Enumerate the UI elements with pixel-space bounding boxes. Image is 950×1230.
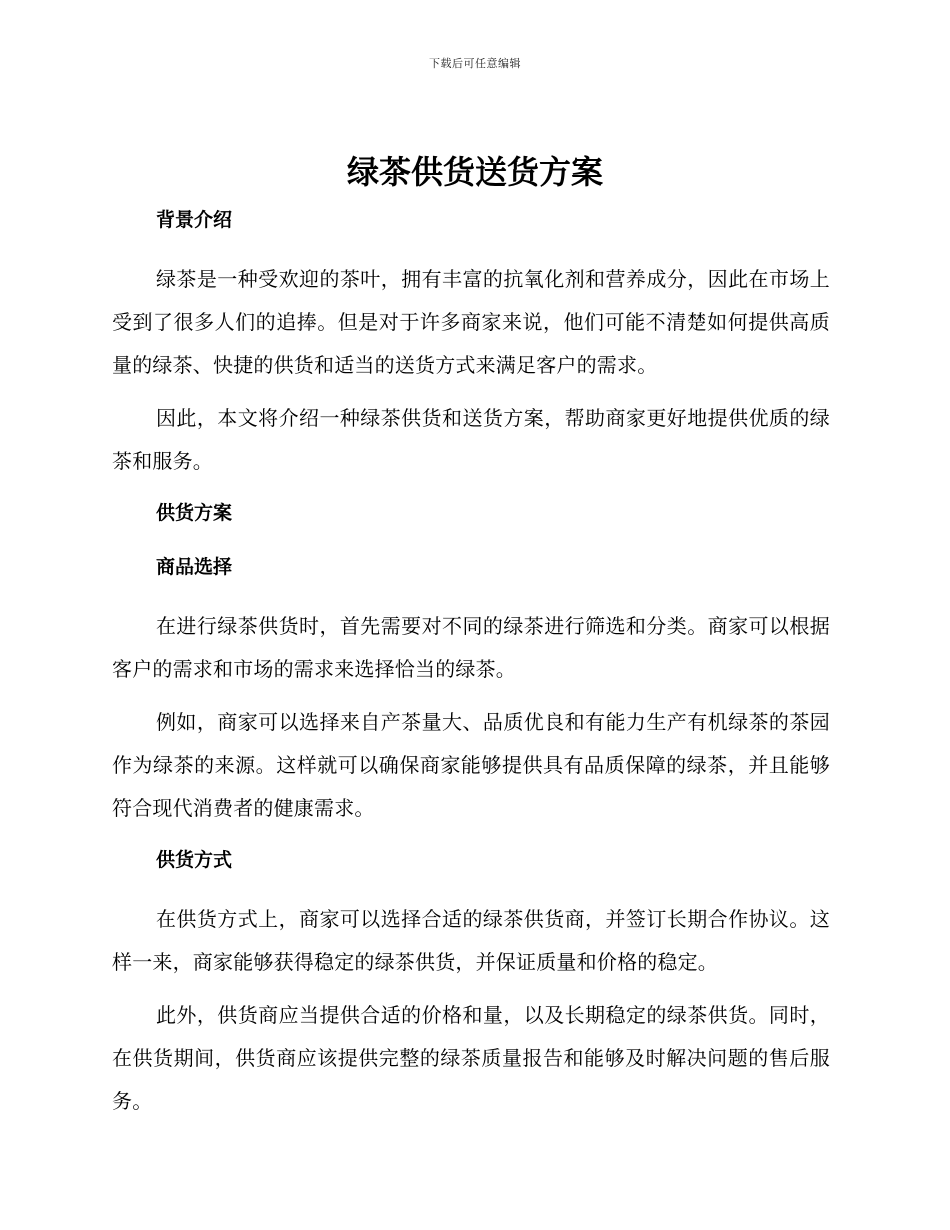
- heading-supply-plan: 供货方案: [156, 502, 233, 524]
- header-note: 下载后可任意编辑: [429, 57, 521, 70]
- heading-supply-method: 供货方式: [156, 849, 233, 871]
- paragraph-supply-method-2: 此外，供货商应当提供合适的价格和量，以及长期稳定的绿茶供货。同时，在供货期间，供货商应该提供完整的绿茶质量报告和能够及时解决问题的售后服务。: [112, 1003, 830, 1113]
- heading-product-selection: 商品选择: [156, 556, 233, 578]
- paragraph-product-selection-1: 在进行绿茶供货时，首先需要对不同的绿茶进行筛选和分类。商家可以根据客户的需求和市场的需求来选择恰当的绿茶。: [112, 614, 830, 681]
- paragraph-background-1: 绿茶是一种受欢迎的茶叶，拥有丰富的抗氧化剂和营养成分，因此在市场上受到了很多人们的追捧。但是对于许多商家来说，他们可能不清楚如何提供高质量的绿茶、快捷的供货和适当的送货方式来满足客户的需求。: [112, 267, 830, 377]
- document-title: 绿茶供货送货方案: [346, 153, 603, 191]
- paragraph-supply-method-1: 在供货方式上，商家可以选择合适的绿茶供货商，并签订长期合作协议。这样一来，商家能够获得稳定的绿茶供货，并保证质量和价格的稳定。: [112, 907, 830, 974]
- heading-background: 背景介绍: [156, 209, 233, 231]
- paragraph-background-2: 因此，本文将介绍一种绿茶供货和送货方案，帮助商家更好地提供优质的绿茶和服务。: [112, 406, 830, 473]
- paragraph-product-selection-2: 例如，商家可以选择来自产茶量大、品质优良和有能力生产有机绿茶的茶园作为绿茶的来源。这样就可以确保商家能够提供具有品质保障的绿茶，并且能够符合现代消费者的健康需求。: [112, 710, 830, 820]
- document-body: [112, 204, 830, 1133]
